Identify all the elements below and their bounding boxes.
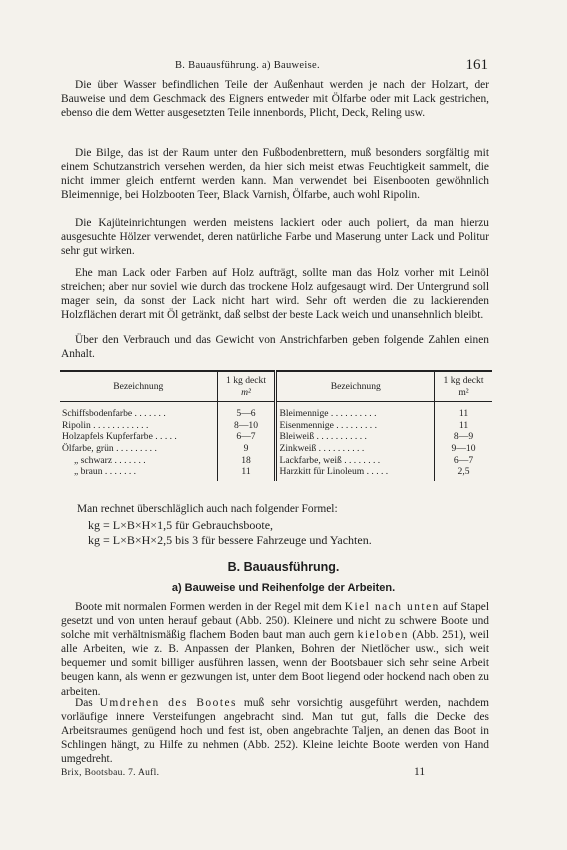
table-cell-value: 6—7: [217, 431, 276, 443]
paragraph-bilge: Die Bilge, das ist der Raum unter den Fußbodenbrettern, muß besonders sorgfältig mit einem Schutzanstrich versehen werden, da hier sich meist etwas Feuchtigkeit sammelt, die nicht immer gleich entfernt werden kann. Man verwendet bei Eisenbooten gewöhnlich Bleimennige, bei Holzbooten Teer, Black Varnish, Ölfarbe, auch wohl Ripolin.: [61, 147, 489, 202]
table-cell-value: 9—10: [451, 442, 476, 454]
section-heading: B. Bauausführung.: [227, 560, 340, 574]
formula-line-1: kg = L×B×H×1,5 für Gebrauchsboote,: [88, 518, 274, 532]
table-cell-name: Harzkitt für Linoleum . . . . .: [276, 466, 435, 481]
table-cell-value: 8—9: [453, 431, 474, 443]
paragraph-building-orientation: [61, 600, 489, 699]
table-cell-value: 11: [458, 408, 469, 420]
page-number: 161: [465, 57, 488, 73]
table-cell-name: Bleimennige . . . . . . . . . .: [276, 402, 435, 420]
text-run: Das: [75, 697, 100, 709]
table-row: [60, 455, 492, 467]
table-cell-value: 8—10: [217, 420, 276, 432]
paragraph-turning-boat: [61, 696, 489, 766]
footer-sheet-number: 11: [414, 766, 426, 778]
emphasis-turning: Umdrehen des Bootes: [99, 697, 237, 709]
column-header-coverage-right: [435, 371, 492, 402]
table-row: [60, 466, 492, 481]
coverage-unit-left: m²: [241, 386, 251, 398]
table-cell-name: „ schwarz . . . . . . .: [60, 455, 217, 467]
column-header-name-right: Bezeichnung: [276, 371, 435, 402]
table-row: [60, 431, 492, 443]
paragraph-lacquer: Ehe man Lack oder Farben auf Holz aufträgt, sollte man das Holz vorher mit Leinöl streichen; aber nur soviel wie durch das trockene Holz aufgesaugt wird. Der Untergrund soll mager sein, da sonst der Lack nicht hart wird. Sehr oft werden die zu lackierenden Holzflächen derart mit Öl getränkt, daß selbst der beste Lack weich und unansehnlich bleibt.: [61, 267, 489, 322]
table-cell-name: Lackfarbe, weiß . . . . . . . .: [276, 455, 435, 467]
table-row: [60, 402, 492, 420]
table-cell-name: „ braun . . . . . . .: [60, 466, 217, 481]
table-row: [60, 443, 492, 455]
paint-consumption-table: [60, 370, 492, 481]
table-cell-value: 11: [217, 466, 276, 481]
running-header: [88, 57, 488, 79]
text-run: (Abb. 251), weil alle Arbeiten, wie z. B. Anpassen der Planken, Bohren der Nietlöcher usw., sich weit bequemer und somit billiger ausführen lassen, wenn der Bootsbauer sich sehr seine Arbeit beugen kann, als wenn er gezwungen ist, unter dem Boot liegend oder hockend nach oben zu arbeiten.: [61, 629, 489, 698]
table-row: [60, 420, 492, 432]
column-header-name-left: Bezeichnung: [60, 371, 217, 402]
table-header-row: [60, 371, 492, 402]
coverage-unit-right: m²: [458, 386, 469, 398]
table-cell-name: Bleiweiß . . . . . . . . . . .: [276, 431, 435, 443]
column-header-coverage-left: [217, 371, 276, 402]
table-cell-value: 2,5: [457, 466, 470, 478]
table-cell-name: Zinkweiß . . . . . . . . . .: [276, 443, 435, 455]
paragraph-cabin: Die Kajüteinrichtungen werden meistens lackiert oder auch poliert, da man hierzu ausgesuchte Hölzer verwendet, deren natürliche Farbe und Maserung unter Lack und Politur sehr gut wirken.: [61, 217, 489, 258]
table-cell-value: 18: [217, 455, 276, 467]
table-cell-name: Holzapfels Kupferfarbe . . . . .: [60, 431, 217, 443]
paragraph-consumption: Über den Verbrauch und das Gewicht von Anstrichfarben geben folgende Zahlen einen Anhalt.: [61, 334, 489, 361]
formula-intro: Man rechnet überschläglich auch nach folgender Formel:: [77, 503, 338, 515]
table-cell-value: 11: [458, 419, 469, 431]
table-cell-name: Schiffsbodenfarbe . . . . . . .: [60, 402, 217, 420]
paragraph-outer-hull: Die über Wasser befindlichen Teile der Außenhaut werden je nach der Holzart, der Bauweise und dem Geschmack des Eigners entweder mit Ölfarbe oder mit Lack gestrichen, ebenso die dem Wetter ausgesetzten Teile innenbords, Plicht, Deck, Reling usw.: [61, 79, 489, 120]
header-title: B. Bauausführung. a) Bauweise.: [175, 60, 320, 71]
table-cell-name: Ripolin . . . . . . . . . . . .: [60, 420, 217, 432]
emphasis-keel-up: kieloben: [357, 629, 409, 642]
emphasis-keel-down: Kiel nach unten: [344, 601, 440, 613]
table-cell-value: 6—7: [453, 454, 474, 466]
coverage-label-right: 1 kg deckt: [443, 375, 484, 386]
table-cell-value: 9: [217, 443, 276, 455]
text-run: muß sehr vorsichtig ausgeführt werden, nachdem vorläufige innere Versteifungen angebracht sind. Man tut gut, falls die Decke des Arbeitsraumes genügend hoch und fest ist, oben angebrachte Taljen, an denen das Boot in Schlingen hängt, zu Hilfe zu nehmen (Abb. 252). Kleine leichte Boote werden von Hand umgedreht.: [61, 697, 489, 766]
text-run: Boote mit normalen Formen werden in der Regel mit dem: [75, 601, 345, 613]
table-cell-name: Eisenmennige . . . . . . . . .: [276, 420, 435, 432]
table-cell-name: Ölfarbe, grün . . . . . . . . .: [60, 443, 217, 455]
text-run: auf Stapel gesetzt und von unten herauf gebaut (Abb. 250). Kleinere und nicht zu schwere Boote und solche mit verhältnismäßig flachem Boden baut man auch gern: [61, 601, 490, 642]
subsection-heading: a) Bauweise und Reihenfolge der Arbeiten.: [171, 582, 396, 594]
footer-signature: Brix, Bootsbau. 7. Aufl.: [61, 768, 160, 778]
coverage-label-left: 1 kg deckt: [226, 375, 266, 386]
formula-line-2: kg = L×B×H×2,5 bis 3 für bessere Fahrzeuge und Yachten.: [88, 533, 372, 547]
table-cell-value: 5—6: [217, 402, 276, 420]
